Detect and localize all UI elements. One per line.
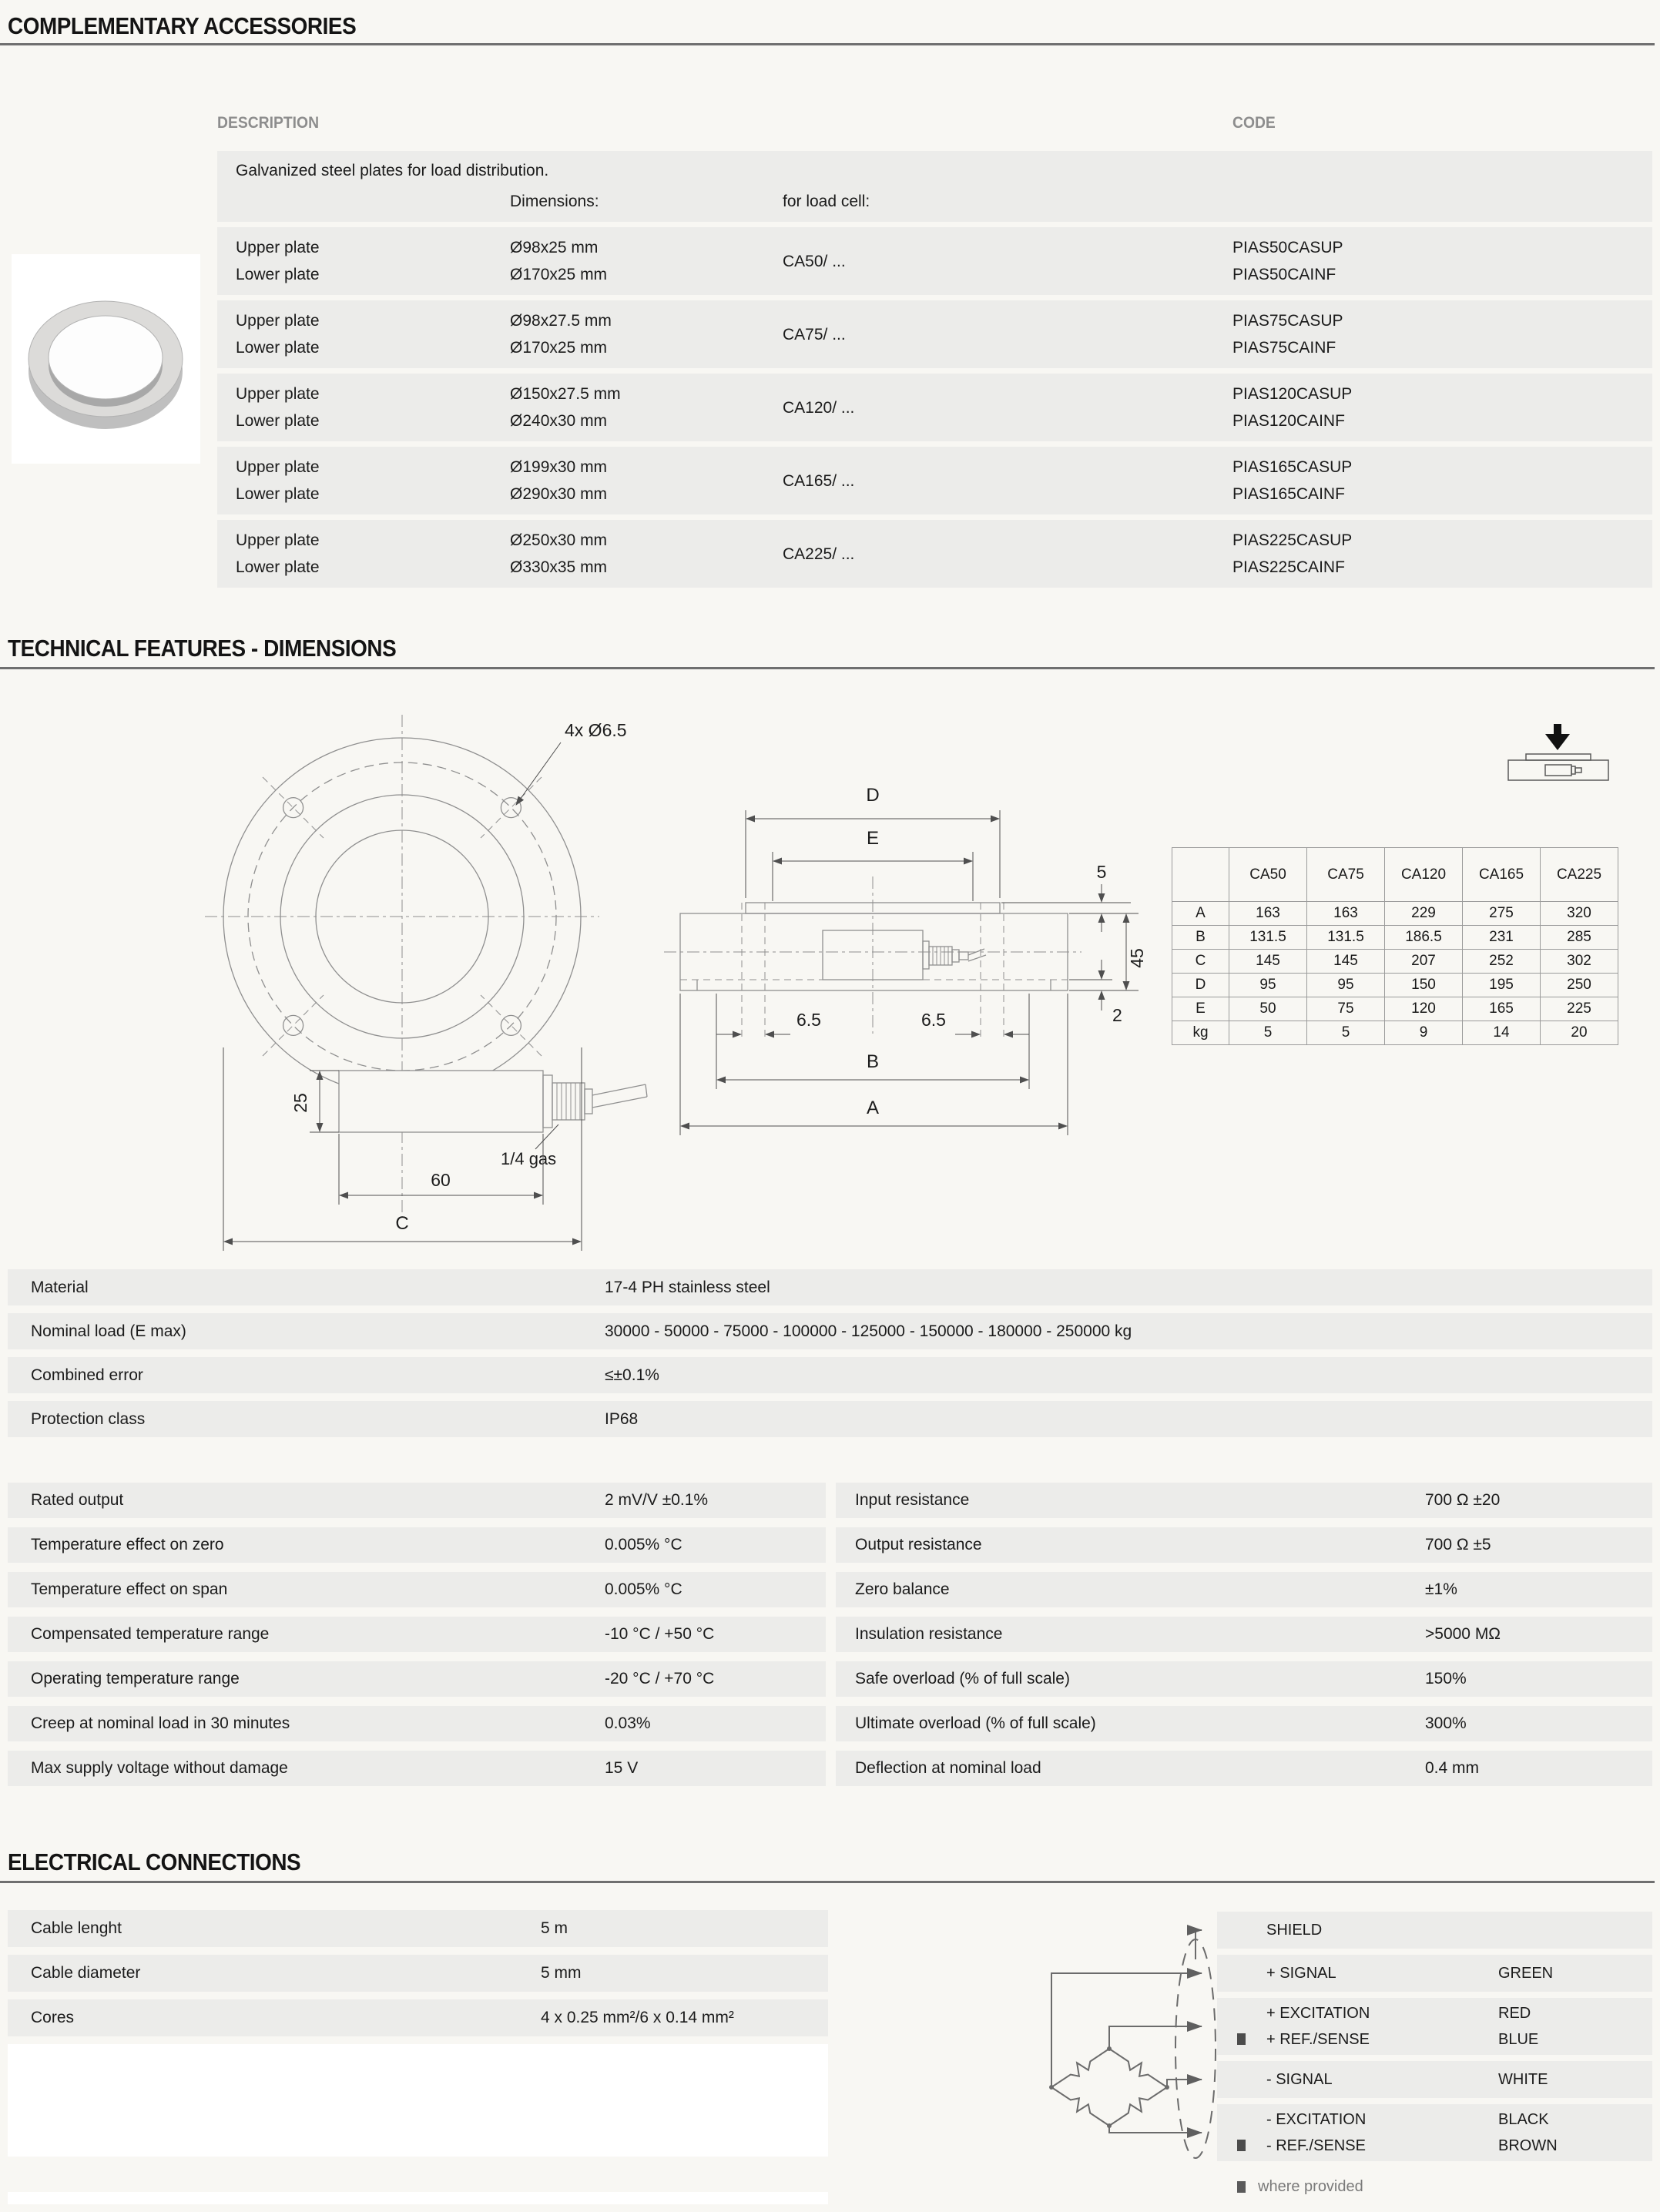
square-marker	[1237, 2033, 1246, 2045]
table-row: E 50 75 120 165 225	[1172, 997, 1618, 1021]
load-cell-model: CA120/ ...	[783, 398, 855, 417]
section-divider	[0, 43, 1655, 45]
spec-row-zero-balance: Zero balance ±1%	[836, 1572, 1652, 1607]
spec-row-safe-overload: Safe overload (% of full scale) 150%	[836, 1661, 1652, 1697]
plate-dimension: Ø250x30 mm	[510, 531, 608, 549]
load-cell-model: CA50/ ...	[783, 252, 846, 270]
accessory-photo	[12, 254, 200, 464]
plate-label: Upper plate	[236, 385, 320, 403]
table-row: D 95 95 150 195 250	[1172, 974, 1618, 997]
spec-row-deflection: Deflection at nominal load 0.4 mm	[836, 1751, 1652, 1786]
dim-25-label: 25	[290, 1093, 310, 1113]
plate-label: Lower plate	[236, 339, 320, 357]
load-direction-icon	[1508, 724, 1608, 780]
plate-dimension: Ø199x30 mm	[510, 458, 608, 476]
wire-row-plus-excitation: + EXCITATION RED + REF./SENSE BLUE	[1217, 1998, 1652, 2055]
spec-row-temp-span: Temperature effect on span 0.005% °C	[8, 1572, 826, 1607]
plate-label: Upper plate	[236, 458, 320, 476]
plate-dimension: Ø170x25 mm	[510, 266, 608, 283]
spec-row-op-temp-range: Operating temperature range -20 °C / +70 °C	[8, 1661, 826, 1697]
section-divider	[0, 667, 1655, 669]
spec-row-input-resistance: Input resistance 700 Ω ±20	[836, 1483, 1652, 1518]
dim-C-label: C	[395, 1213, 409, 1234]
plate-label: Lower plate	[236, 485, 320, 503]
product-code: PIAS75CAINF	[1232, 339, 1336, 357]
product-code: PIAS50CAINF	[1232, 266, 1336, 283]
accessory-row	[217, 374, 1652, 441]
dimensions-table	[1172, 847, 1618, 1045]
product-code: PIAS120CAINF	[1232, 412, 1345, 430]
product-code: PIAS165CASUP	[1232, 458, 1353, 476]
wire-row-shield: SHIELD	[1217, 1912, 1652, 1949]
spec-row-nominal-load: Nominal load (E max) 30000 - 50000 - 75000 - 100000 - 125000 - 150000 - 180000 - 250000 kg	[8, 1313, 1652, 1349]
spec-row-rated-output: Rated output 2 mV/V ±0.1%	[8, 1483, 826, 1518]
for-load-cell-label: for load cell:	[783, 193, 870, 210]
section-title-electrical: ELECTRICAL CONNECTIONS	[8, 1848, 301, 1875]
dim-E-label: E	[866, 828, 880, 849]
spec-row-cores: Cores 4 x 0.25 mm²/6 x 0.14 mm²	[8, 1999, 828, 2036]
spec-row-ultimate-overload: Ultimate overload (% of full scale) 300%	[836, 1706, 1652, 1741]
accessory-row	[217, 447, 1652, 514]
dim-table-col: CA50	[1229, 848, 1307, 902]
product-code: PIAS50CASUP	[1232, 239, 1343, 256]
accessory-row	[217, 227, 1652, 295]
plate-dimension: Ø330x35 mm	[510, 558, 608, 576]
section-title-accessories: COMPLEMENTARY ACCESSORIES	[8, 12, 357, 39]
plate-dimension: Ø290x30 mm	[510, 485, 608, 503]
spec-row-output-resistance: Output resistance 700 Ω ±5	[836, 1527, 1652, 1563]
wire-row-plus-signal: + SIGNAL GREEN	[1217, 1955, 1652, 1992]
load-cell-model: CA75/ ...	[783, 325, 846, 344]
dim-5-label: 5	[1096, 862, 1107, 882]
plate-dimension: Ø170x25 mm	[510, 339, 608, 357]
spec-row-max-voltage: Max supply voltage without damage 15 V	[8, 1751, 826, 1786]
spec-row-insulation-resistance: Insulation resistance >5000 MΩ	[836, 1617, 1652, 1652]
plate-dimension: Ø98x25 mm	[510, 239, 599, 256]
dim-table-col: CA120	[1385, 848, 1463, 902]
wire-row-minus-excitation: - EXCITATION BLACK - REF./SENSE BROWN	[1217, 2104, 1652, 2161]
bottom-strip	[8, 2192, 828, 2204]
accessories-intro: Galvanized steel plates for load distribution.	[236, 162, 549, 179]
dim-2-label: 2	[1112, 1005, 1122, 1025]
section-divider	[0, 1881, 1655, 1883]
column-header-description: DESCRIPTION	[217, 114, 320, 132]
spec-row-protection-class: Protection class IP68	[8, 1401, 1652, 1437]
spec-row-comp-temp-range: Compensated temperature range -10 °C / +50 °C	[8, 1617, 826, 1652]
dim-B-label: B	[866, 1051, 880, 1072]
dim-table-corner	[1172, 848, 1229, 902]
footnote: where provided	[1237, 2178, 1363, 2196]
dim-table-col: CA75	[1307, 848, 1385, 902]
square-marker	[1237, 2181, 1246, 2193]
product-code: PIAS165CAINF	[1232, 485, 1345, 503]
load-cell-model: CA225/ ...	[783, 545, 855, 563]
plate-label: Upper plate	[236, 239, 320, 256]
square-marker	[1237, 2140, 1246, 2151]
spec-row-cable-diameter: Cable diameter 5 mm	[8, 1955, 828, 1992]
dim-60-label: 60	[431, 1170, 451, 1190]
dim-45-label: 45	[1127, 948, 1147, 968]
product-code: PIAS120CASUP	[1232, 385, 1353, 403]
plate-dimension: Ø150x27.5 mm	[510, 385, 621, 403]
dim-6.5-left-label: 6.5	[796, 1010, 821, 1030]
plate-dimension: Ø240x30 mm	[510, 412, 608, 430]
wire-row-minus-signal: - SIGNAL WHITE	[1217, 2061, 1652, 2098]
table-row: kg 5 5 9 14 20	[1172, 1021, 1618, 1045]
spec-row-combined-error: Combined error ≤±0.1%	[8, 1357, 1652, 1393]
plate-label: Upper plate	[236, 312, 320, 330]
plate-label: Lower plate	[236, 266, 320, 283]
column-header-code: CODE	[1232, 114, 1276, 132]
plate-label: Lower plate	[236, 412, 320, 430]
dimensions-label: Dimensions:	[510, 193, 599, 210]
accessory-row	[217, 520, 1652, 588]
plate-label: Upper plate	[236, 531, 320, 549]
spec-row-cable-length: Cable lenght 5 m	[8, 1910, 828, 1947]
dim-table-col: CA165	[1463, 848, 1541, 902]
steel-ring-image	[12, 254, 200, 464]
table-row: C 145 145 207 252 302	[1172, 950, 1618, 974]
table-row: A 163 163 229 275 320	[1172, 902, 1618, 926]
dim-table-col: CA225	[1541, 848, 1618, 902]
spec-row-temp-zero: Temperature effect on zero 0.005% °C	[8, 1527, 826, 1563]
product-code: PIAS75CASUP	[1232, 312, 1343, 330]
accessories-header-row	[217, 151, 1652, 222]
load-cell-model: CA165/ ...	[783, 471, 855, 490]
table-row: B 131.5 131.5 186.5 231 285	[1172, 926, 1618, 950]
dim-D-label: D	[866, 785, 880, 806]
product-code: PIAS225CASUP	[1232, 531, 1353, 549]
dim-A-label: A	[866, 1098, 880, 1118]
section-title-technical: TECHNICAL FEATURES - DIMENSIONS	[8, 635, 397, 662]
blank-panel	[8, 2044, 828, 2157]
accessory-row	[217, 300, 1652, 368]
plate-label: Lower plate	[236, 558, 320, 576]
holes-dimension-label: 4x Ø6.5	[565, 720, 627, 740]
spec-row-material: Material 17-4 PH stainless steel	[8, 1269, 1652, 1305]
product-code: PIAS225CAINF	[1232, 558, 1345, 576]
dim-6.5-right-label: 6.5	[921, 1010, 946, 1030]
thread-label: 1/4 gas	[501, 1149, 557, 1168]
plate-dimension: Ø98x27.5 mm	[510, 312, 612, 330]
spec-row-creep: Creep at nominal load in 30 minutes 0.03%	[8, 1706, 826, 1741]
